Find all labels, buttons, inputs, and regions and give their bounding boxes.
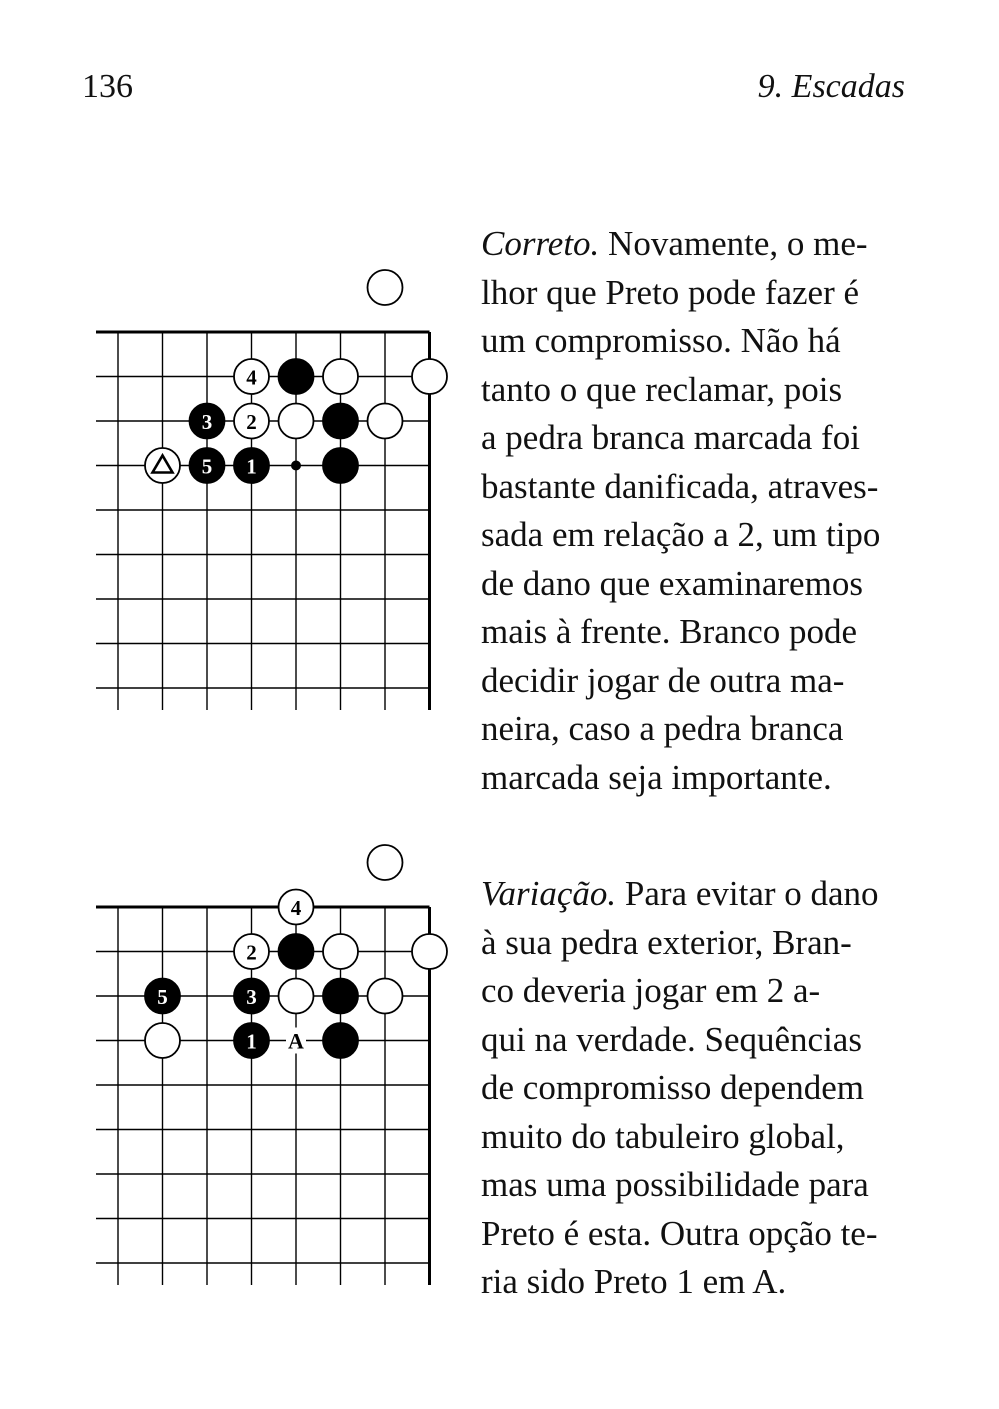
white-stone: [323, 359, 358, 394]
white-stone: [323, 934, 358, 969]
white-stone: [368, 404, 403, 439]
text-line: sada em relação a 2, um tipo: [481, 515, 881, 554]
move-number: 4: [290, 896, 302, 920]
white-stone: [412, 934, 447, 969]
move-number: 2: [246, 940, 257, 965]
lead-correto: Correto.: [481, 224, 600, 263]
text-line: decidir jogar de outra ma-: [481, 660, 845, 700]
text-segment: Novamente, o me-: [599, 224, 868, 263]
text-line: a pedra branca marcada foi: [481, 418, 860, 457]
text-line: mais à frente. Branco pode: [481, 612, 858, 651]
black-stone: [323, 979, 358, 1014]
text-line: marcada seja importante.: [481, 757, 832, 797]
paragraph-variation: [481, 870, 907, 1307]
paragraph-correct: [481, 220, 907, 802]
hoshi-point: [291, 461, 301, 471]
move-number: 5: [201, 454, 213, 479]
text-line: qui na verdade. Sequências: [481, 1019, 862, 1059]
text-line: tanto o que reclamar, pois: [481, 369, 843, 409]
black-stone: [323, 404, 358, 439]
move-number: 5: [157, 985, 168, 1009]
text-line: lhor que Preto pode fazer é: [481, 272, 860, 312]
text-line: de compromisso dependem: [481, 1068, 864, 1107]
text-line: ria sido Preto 1 em A.: [481, 1262, 787, 1301]
text-line: Preto é esta. Outra opção te-: [481, 1213, 878, 1253]
text-line: à sua pedra exterior, Bran-: [481, 922, 852, 962]
go-diagram-variation: [80, 881, 470, 1303]
text-line: bastante danificada, atraves-: [481, 466, 879, 506]
white-stone: [279, 404, 314, 439]
text-line: um compromisso. Não há: [481, 321, 841, 360]
black-stone: [279, 359, 314, 394]
move-number: 1: [246, 1029, 257, 1054]
go-board: [80, 306, 470, 728]
black-stone: [279, 934, 314, 969]
chapter-title: 9. Escadas: [757, 68, 905, 105]
move-number: 3: [201, 410, 213, 434]
white-stone: [145, 1023, 180, 1058]
white-stone: [279, 979, 314, 1014]
text-line: [481, 220, 907, 269]
move-number: 3: [246, 985, 257, 1009]
black-stone: [323, 1023, 358, 1058]
page-number: 136: [82, 68, 133, 105]
go-board: [80, 881, 470, 1303]
text-line: muito do tabuleiro global,: [481, 1116, 845, 1156]
go-diagram-correct: [80, 306, 470, 728]
move-number: 1: [246, 454, 257, 479]
lead-variacao: Variação.: [481, 874, 617, 913]
text-line: neira, caso a pedra branca: [481, 709, 844, 748]
white-stone: [368, 270, 403, 305]
white-stone: [412, 359, 447, 394]
white-stone: [368, 845, 403, 880]
point-label: A: [288, 1028, 304, 1054]
text-segment: Para evitar o dano: [616, 874, 879, 913]
white-stone: [368, 979, 403, 1014]
black-stone: [323, 448, 358, 483]
text-line: co deveria jogar em 2 a-: [481, 971, 821, 1010]
text-line: de dano que examinaremos: [481, 563, 863, 603]
text-line: [481, 870, 907, 919]
move-number: 2: [246, 410, 257, 434]
move-number: 4: [246, 365, 257, 390]
text-line: mas uma possibilidade para: [481, 1165, 869, 1204]
